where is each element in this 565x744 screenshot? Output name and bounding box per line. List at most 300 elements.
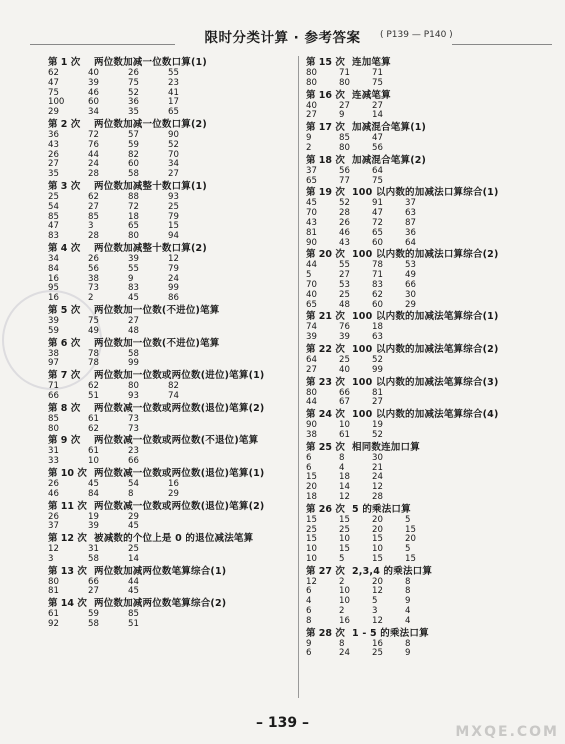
answer-value: 20 bbox=[372, 524, 383, 535]
section-number: 第 16 次 bbox=[306, 89, 345, 101]
answer-value: 5 bbox=[372, 596, 378, 607]
section-title: 两位数加减两位数笔算综合(1) bbox=[94, 565, 227, 577]
answer-value: 18 bbox=[372, 322, 383, 333]
answer-value: 90 bbox=[168, 129, 179, 140]
answer-value: 18 bbox=[306, 491, 317, 502]
section-title: 100 以内数的加减法笔算综合(3) bbox=[352, 376, 499, 388]
answer-value: 53 bbox=[405, 260, 416, 271]
answer-value: 39 bbox=[128, 253, 139, 264]
answer-value: 20 bbox=[306, 482, 317, 493]
answer-value: 51 bbox=[128, 619, 139, 630]
answer-row bbox=[48, 327, 293, 337]
right-answer-column bbox=[306, 56, 541, 659]
answer-value: 61 bbox=[339, 429, 350, 440]
answer-value: 77 bbox=[339, 175, 350, 186]
section-number: 第 12 次 bbox=[48, 533, 87, 545]
answer-value: 39 bbox=[339, 332, 350, 343]
answer-value: 58 bbox=[88, 553, 99, 564]
answer-value: 66 bbox=[128, 456, 139, 467]
answer-value: 2 bbox=[88, 293, 94, 304]
section-number: 第 23 次 bbox=[306, 376, 345, 388]
answer-value: 40 bbox=[339, 364, 350, 375]
section-number: 第 22 次 bbox=[306, 343, 345, 355]
answer-value: 23 bbox=[168, 77, 179, 88]
answer-row bbox=[48, 359, 293, 369]
answer-row bbox=[48, 447, 293, 457]
answer-value: 40 bbox=[306, 100, 317, 111]
answer-value: 78 bbox=[372, 260, 383, 271]
answer-value: 72 bbox=[372, 217, 383, 228]
answer-value: 10 bbox=[372, 544, 383, 555]
answer-section bbox=[48, 369, 293, 402]
answer-value: 9 bbox=[306, 638, 312, 649]
answer-value: 41 bbox=[168, 87, 179, 98]
answer-value: 82 bbox=[168, 381, 179, 392]
section-heading bbox=[48, 434, 293, 447]
answer-value: 81 bbox=[48, 586, 59, 597]
answer-value: 15 bbox=[168, 221, 179, 232]
answer-row bbox=[306, 617, 541, 627]
section-heading bbox=[48, 565, 293, 578]
answer-value: 38 bbox=[306, 429, 317, 440]
answer-section bbox=[48, 500, 293, 533]
answer-section bbox=[48, 532, 293, 565]
answer-value: 26 bbox=[339, 217, 350, 228]
answer-value: 27 bbox=[168, 169, 179, 180]
answer-value: 65 bbox=[128, 221, 139, 232]
answer-value: 84 bbox=[48, 263, 59, 274]
section-title: 两位数减一位数或两位数(退位)笔算(2) bbox=[94, 500, 265, 512]
section-heading bbox=[306, 627, 541, 640]
answer-value: 27 bbox=[88, 201, 99, 212]
answer-value: 54 bbox=[128, 478, 139, 489]
section-title: 100 以内数的加减法口算综合(2) bbox=[352, 249, 499, 261]
section-heading bbox=[48, 402, 293, 415]
answer-value: 80 bbox=[306, 77, 317, 88]
answer-value: 47 bbox=[372, 133, 383, 144]
answer-value: 20 bbox=[372, 514, 383, 525]
section-number: 第 8 次 bbox=[48, 402, 81, 414]
section-title: 两位数减一位数或两位数(退位)笔算(1) bbox=[94, 467, 265, 479]
answer-value: 37 bbox=[405, 198, 416, 209]
answer-row bbox=[306, 493, 541, 503]
answer-value: 4 bbox=[306, 596, 312, 607]
section-heading bbox=[306, 376, 541, 389]
answer-section bbox=[306, 627, 541, 660]
answer-value: 26 bbox=[48, 478, 59, 489]
answer-value: 45 bbox=[128, 521, 139, 532]
answer-value: 80 bbox=[306, 387, 317, 398]
answer-value: 63 bbox=[372, 332, 383, 343]
answer-value: 83 bbox=[128, 283, 139, 294]
answer-value: 29 bbox=[48, 107, 59, 118]
section-title: 两位数加减整十数口算(1) bbox=[94, 180, 207, 192]
answer-value: 6 bbox=[306, 606, 312, 617]
answer-value: 53 bbox=[339, 279, 350, 290]
answer-value: 43 bbox=[339, 237, 350, 248]
answer-value: 9 bbox=[339, 110, 345, 121]
answer-value: 25 bbox=[128, 544, 139, 555]
section-title: 100 以内数的加减法笔算综合(2) bbox=[352, 343, 499, 355]
answer-value: 70 bbox=[306, 279, 317, 290]
answer-value: 29 bbox=[128, 511, 139, 522]
section-title: 100 以内数的加减法笔算综合(1) bbox=[352, 311, 499, 323]
answer-value: 46 bbox=[339, 227, 350, 238]
answer-row bbox=[48, 457, 293, 467]
answer-value: 47 bbox=[372, 208, 383, 219]
answer-value: 39 bbox=[88, 521, 99, 532]
answer-value: 28 bbox=[339, 208, 350, 219]
answer-value: 61 bbox=[88, 446, 99, 457]
answer-value: 75 bbox=[48, 87, 59, 98]
answer-row bbox=[306, 111, 541, 121]
answer-value: 38 bbox=[48, 348, 59, 359]
answer-value: 12 bbox=[372, 482, 383, 493]
answer-section bbox=[306, 376, 541, 409]
answer-value: 6 bbox=[306, 648, 312, 659]
answer-value: 34 bbox=[48, 253, 59, 264]
answer-value: 6 bbox=[306, 452, 312, 463]
answer-row bbox=[48, 587, 293, 597]
answer-value: 9 bbox=[405, 596, 411, 607]
answer-value: 3 bbox=[372, 606, 378, 617]
answer-value: 12 bbox=[372, 586, 383, 597]
answer-value: 66 bbox=[339, 387, 350, 398]
answer-value: 80 bbox=[339, 142, 350, 153]
answer-value: 87 bbox=[405, 217, 416, 228]
section-heading bbox=[306, 89, 541, 102]
answer-row bbox=[306, 239, 541, 249]
answer-value: 25 bbox=[372, 648, 383, 659]
answer-value: 27 bbox=[128, 315, 139, 326]
answer-section bbox=[48, 56, 293, 118]
section-number: 第 1 次 bbox=[48, 57, 81, 68]
answer-value: 8 bbox=[405, 586, 411, 597]
section-title: 加减混合笔算(2) bbox=[352, 154, 427, 166]
answer-value: 59 bbox=[88, 609, 99, 620]
answer-value: 74 bbox=[306, 322, 317, 333]
answer-value: 3 bbox=[48, 553, 54, 564]
answer-value: 66 bbox=[405, 279, 416, 290]
answer-section bbox=[48, 565, 293, 598]
answer-value: 35 bbox=[48, 169, 59, 180]
answer-value: 27 bbox=[88, 586, 99, 597]
answer-section bbox=[48, 304, 293, 337]
answer-row bbox=[48, 620, 293, 630]
answer-value: 92 bbox=[48, 619, 59, 630]
answer-value: 52 bbox=[339, 198, 350, 209]
answer-value: 9 bbox=[128, 273, 134, 284]
section-heading bbox=[306, 343, 541, 356]
answer-value: 81 bbox=[306, 227, 317, 238]
answer-value: 43 bbox=[48, 139, 59, 150]
answer-value: 44 bbox=[88, 149, 99, 160]
answer-value: 55 bbox=[168, 68, 179, 78]
answer-value: 36 bbox=[405, 227, 416, 238]
answer-value: 49 bbox=[88, 325, 99, 336]
answer-row bbox=[48, 294, 293, 304]
answer-value: 80 bbox=[128, 381, 139, 392]
answer-value: 72 bbox=[128, 201, 139, 212]
answer-value: 57 bbox=[128, 129, 139, 140]
answer-value: 24 bbox=[88, 159, 99, 170]
answer-value: 99 bbox=[168, 283, 179, 294]
answer-value: 58 bbox=[128, 348, 139, 359]
section-heading bbox=[48, 304, 293, 317]
answer-value: 15 bbox=[306, 534, 317, 545]
answer-value: 75 bbox=[128, 77, 139, 88]
answer-value: 29 bbox=[168, 488, 179, 499]
answer-row bbox=[48, 425, 293, 435]
answer-value: 39 bbox=[88, 77, 99, 88]
answer-value: 90 bbox=[306, 420, 317, 431]
answer-value: 15 bbox=[372, 534, 383, 545]
answer-value: 27 bbox=[372, 100, 383, 111]
answer-value: 52 bbox=[372, 354, 383, 365]
section-title: 2,3,4 的乘法口算 bbox=[352, 565, 433, 577]
answer-value: 26 bbox=[128, 68, 139, 78]
answer-value: 10 bbox=[339, 420, 350, 431]
answer-value: 78 bbox=[88, 348, 99, 359]
answer-value: 20 bbox=[405, 534, 416, 545]
answer-value: 12 bbox=[168, 253, 179, 264]
answer-value: 76 bbox=[339, 322, 350, 333]
section-number: 第 17 次 bbox=[306, 122, 345, 134]
answer-value: 16 bbox=[339, 615, 350, 626]
answer-section bbox=[48, 402, 293, 435]
answer-value: 85 bbox=[128, 609, 139, 620]
answer-row bbox=[48, 232, 293, 242]
answer-value: 18 bbox=[128, 211, 139, 222]
answer-value: 28 bbox=[88, 169, 99, 180]
answer-section bbox=[48, 242, 293, 304]
section-number: 第 26 次 bbox=[306, 503, 345, 515]
answer-row bbox=[306, 398, 541, 408]
answer-section bbox=[306, 89, 541, 122]
answer-value: 10 bbox=[306, 553, 317, 564]
answer-value: 26 bbox=[48, 511, 59, 522]
answer-value: 65 bbox=[306, 299, 317, 310]
answer-value: 67 bbox=[339, 397, 350, 408]
answer-value: 25 bbox=[339, 289, 350, 300]
section-number: 第 21 次 bbox=[306, 311, 345, 323]
answer-value: 27 bbox=[48, 159, 59, 170]
answer-value: 44 bbox=[128, 576, 139, 587]
answer-section bbox=[306, 248, 541, 310]
answer-section bbox=[48, 337, 293, 370]
answer-value: 45 bbox=[88, 478, 99, 489]
answer-row bbox=[48, 610, 293, 620]
answer-value: 65 bbox=[168, 107, 179, 118]
answer-value: 5 bbox=[306, 270, 312, 281]
answer-value: 56 bbox=[88, 263, 99, 274]
answer-value: 55 bbox=[339, 260, 350, 271]
answer-value: 95 bbox=[48, 283, 59, 294]
answer-value: 16 bbox=[168, 478, 179, 489]
answer-value: 83 bbox=[372, 279, 383, 290]
page-range: ( P139 — P140 ) bbox=[380, 30, 453, 40]
answer-value: 38 bbox=[88, 273, 99, 284]
answer-value: 85 bbox=[48, 413, 59, 424]
answer-value: 12 bbox=[339, 491, 350, 502]
answer-value: 5 bbox=[339, 553, 345, 564]
section-heading bbox=[48, 467, 293, 480]
section-number: 第 14 次 bbox=[48, 598, 87, 610]
answer-section bbox=[306, 154, 541, 187]
section-title: 两位数加减一位数口算(1) bbox=[94, 57, 207, 68]
answer-value: 19 bbox=[372, 420, 383, 431]
answer-value: 28 bbox=[88, 231, 99, 242]
answer-value: 27 bbox=[306, 110, 317, 121]
answer-row bbox=[48, 108, 293, 118]
answer-row bbox=[48, 317, 293, 327]
section-heading bbox=[306, 154, 541, 167]
section-title: 连加笔算 bbox=[352, 57, 391, 68]
section-number: 第 27 次 bbox=[306, 565, 345, 577]
answer-value: 31 bbox=[88, 544, 99, 555]
answer-value: 8 bbox=[306, 615, 312, 626]
answer-value: 63 bbox=[405, 208, 416, 219]
answer-row bbox=[306, 555, 541, 565]
answer-value: 64 bbox=[372, 165, 383, 176]
answer-value: 37 bbox=[48, 521, 59, 532]
answer-value: 8 bbox=[405, 576, 411, 587]
answer-value: 65 bbox=[372, 227, 383, 238]
section-number: 第 18 次 bbox=[306, 154, 345, 166]
section-title: 1 - 5 的乘法口算 bbox=[352, 627, 429, 639]
answer-section bbox=[306, 121, 541, 154]
answer-value: 30 bbox=[372, 452, 383, 463]
answer-value: 6 bbox=[306, 586, 312, 597]
section-title: 相同数连加口算 bbox=[352, 441, 420, 453]
answer-value: 94 bbox=[168, 231, 179, 242]
answer-value: 52 bbox=[168, 139, 179, 150]
answer-value: 71 bbox=[372, 270, 383, 281]
answer-section bbox=[48, 180, 293, 242]
answer-value: 8 bbox=[339, 452, 345, 463]
answer-value: 100 bbox=[48, 97, 65, 108]
watermark-logo: MXQE.COM bbox=[455, 724, 559, 740]
answer-value: 72 bbox=[88, 129, 99, 140]
answer-value: 81 bbox=[372, 387, 383, 398]
answer-value: 97 bbox=[48, 358, 59, 369]
section-number: 第 2 次 bbox=[48, 118, 81, 130]
section-title: 两位数加减整十数口算(2) bbox=[94, 242, 207, 254]
answer-value: 62 bbox=[88, 423, 99, 434]
answer-value: 86 bbox=[168, 293, 179, 304]
answer-value: 75 bbox=[88, 315, 99, 326]
answer-value: 80 bbox=[306, 68, 317, 78]
section-title: 两位数加减两位数笔算综合(2) bbox=[94, 598, 227, 610]
answer-row bbox=[48, 578, 293, 588]
section-number: 第 20 次 bbox=[306, 249, 345, 261]
section-heading bbox=[306, 503, 541, 516]
answer-row bbox=[306, 333, 541, 343]
section-heading bbox=[306, 565, 541, 578]
section-number: 第 28 次 bbox=[306, 627, 345, 639]
section-number: 第 25 次 bbox=[306, 441, 345, 453]
answer-value: 60 bbox=[372, 299, 383, 310]
answer-value: 60 bbox=[88, 97, 99, 108]
answer-row bbox=[306, 431, 541, 441]
answer-value: 52 bbox=[372, 429, 383, 440]
column-divider bbox=[298, 56, 299, 698]
section-number: 第 11 次 bbox=[48, 500, 87, 512]
answer-section bbox=[306, 56, 541, 89]
section-title: 两位数加一位数(不进位)笔算 bbox=[94, 304, 220, 316]
section-number: 第 24 次 bbox=[306, 409, 345, 421]
answer-value: 84 bbox=[88, 488, 99, 499]
answer-value: 14 bbox=[372, 110, 383, 121]
section-title: 连减笔算 bbox=[352, 89, 391, 101]
answer-row bbox=[48, 545, 293, 555]
answer-value: 15 bbox=[339, 514, 350, 525]
section-heading bbox=[48, 532, 293, 545]
answer-value: 79 bbox=[168, 263, 179, 274]
answer-value: 54 bbox=[48, 201, 59, 212]
section-title: 两位数加减一位数口算(2) bbox=[94, 118, 207, 130]
answer-value: 25 bbox=[48, 191, 59, 202]
answer-value: 62 bbox=[88, 191, 99, 202]
answer-value: 75 bbox=[372, 175, 383, 186]
answer-section bbox=[306, 343, 541, 376]
answer-value: 51 bbox=[88, 390, 99, 401]
answer-row bbox=[306, 301, 541, 311]
answer-row bbox=[48, 513, 293, 523]
answer-value: 61 bbox=[88, 413, 99, 424]
section-title: 两位数减一位数或两位数(退位)笔算(2) bbox=[94, 402, 265, 414]
section-title: 两位数减一位数或两位数(不退位)笔算 bbox=[94, 435, 259, 447]
answer-value: 15 bbox=[372, 553, 383, 564]
page-title: 限时分类计算 · 参考答案 bbox=[204, 30, 361, 46]
answer-value: 48 bbox=[128, 325, 139, 336]
answer-value: 91 bbox=[372, 198, 383, 209]
answer-value: 27 bbox=[372, 397, 383, 408]
answer-section bbox=[306, 503, 541, 565]
answer-value: 20 bbox=[372, 576, 383, 587]
answer-value: 62 bbox=[48, 68, 59, 78]
answer-value: 56 bbox=[339, 165, 350, 176]
page-number: – 139 – bbox=[256, 715, 309, 731]
answer-value: 64 bbox=[405, 237, 416, 248]
answer-value: 18 bbox=[339, 472, 350, 483]
answer-value: 26 bbox=[88, 253, 99, 264]
answer-value: 66 bbox=[88, 576, 99, 587]
answer-value: 66 bbox=[48, 390, 59, 401]
answer-value: 9 bbox=[405, 648, 411, 659]
section-number: 第 6 次 bbox=[48, 337, 81, 349]
answer-section bbox=[48, 434, 293, 467]
answer-row bbox=[306, 144, 541, 154]
answer-value: 43 bbox=[306, 217, 317, 228]
answer-value: 24 bbox=[372, 472, 383, 483]
answer-row bbox=[48, 490, 293, 500]
answer-value: 88 bbox=[128, 191, 139, 202]
section-number: 第 4 次 bbox=[48, 242, 81, 254]
answer-row bbox=[306, 649, 541, 659]
section-number: 第 13 次 bbox=[48, 565, 87, 577]
answer-value: 31 bbox=[48, 446, 59, 457]
answer-value: 10 bbox=[339, 586, 350, 597]
answer-row bbox=[48, 522, 293, 532]
answer-value: 25 bbox=[339, 524, 350, 535]
answer-value: 25 bbox=[306, 524, 317, 535]
answer-section bbox=[48, 118, 293, 180]
answer-value: 45 bbox=[128, 586, 139, 597]
section-number: 第 9 次 bbox=[48, 435, 81, 447]
answer-value: 37 bbox=[306, 165, 317, 176]
answer-value: 8 bbox=[128, 488, 134, 499]
